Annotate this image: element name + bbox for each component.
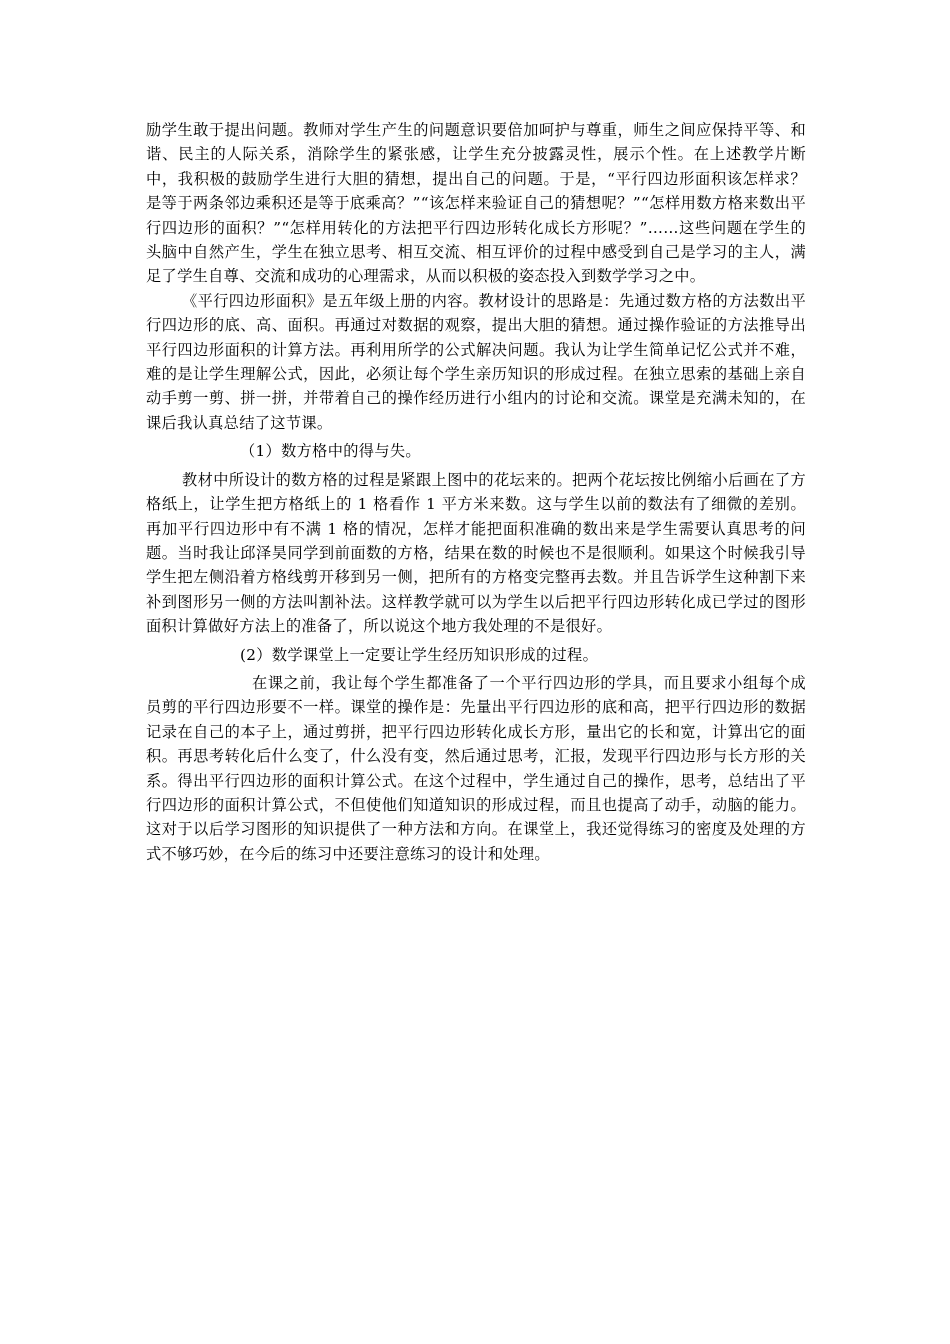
section-heading-2: (2）数学课堂上一定要让学生经历知识形成的过程。	[240, 645, 599, 664]
document-page	[146, 118, 806, 866]
paragraph-knowledge-process: 在课之前，我让每个学生都准备了一个平行四边形的学具，而且要求小组每个成员剪的平行四边形要不一样。课堂的操作是：先量出平行四边形的底和高，把平行四边形的数据记录在自己的本子上，通过剪拼，把平行四边形转化成长方形，量出它的长和宽，计算出它的面积。再思考转化后什么变了，什么没有变，然后通过思考，汇报，发现平行四边形与长方形的关系。得出平行四边形的面积计算公式。在这个过程中，学生通过自己的操作，思考，总结出了平行四边形的面积计算公式，不但使他们知道知识的形成过程，而且也提高了动手，动脑的能力。这对于以后学习图形的知识提供了一种方法和方向。在课堂上，我还觉得练习的密度及处理的方式不够巧妙，在今后的练习中还要注意练习的设计和处理。	[146, 673, 806, 863]
paragraph-counting-squares: 教材中所设计的数方格的过程是紧跟上图中的花坛来的。把两个花坛按比例缩小后画在了方格纸上，让学生把方格纸上的 1 格看作 1 平方米来数。这与学生以前的数法有了细微的差别。再加平行四边形中有不满 1 格的情况，怎样才能把面积准确的数出来是学生需要认真思考的问题。当时我让邱泽昊同学到前面数的方格，结果在数的时候也不是很顺利。如果这个时候我引导学生把左侧沿着方格线剪开移到另一侧，把所有的方格变完整再去数。并且告诉学生这种割下来补到图形另一侧的方法叫割补法。这样教学就可以为学生以后把平行四边形转化成已学过的图形面积计算做好方法上的准备了，所以说这个地方我处理的不是很好。	[146, 470, 806, 636]
paragraph-course-overview: 《平行四边形面积》是五年级上册的内容。教材设计的思路是：先通过数方格的方法数出平行四边形的底、高、面积。再通过对数据的观察，提出大胆的猜想。通过操作验证的方法推导出平行四边形面积的计算方法。再利用所学的公式解决问题。我认为让学生简单记忆公式并不难，难的是让学生理解公式，因此，必须让每个学生亲历知识的形成过程。在独立思索的基础上亲自动手剪一剪、拼一拼，并带着自己的操作经历进行小组内的讨论和交流。课堂是充满未知的，在课后我认真总结了这节课。	[146, 291, 806, 432]
paragraph-continuation: 励学生敢于提出问题。教师对学生产生的问题意识要倍加呵护与尊重，师生之间应保持平等、和谐、民主的人际关系，消除学生的紧张感，让学生充分披露灵性，展示个性。在上述教学片断中，我积极的鼓励学生进行大胆的猜想，提出自己的问题。于是，“平行四边形面积该怎样求？是等于两条邻边乘积还是等于底乘高？”“该怎样来验证自己的猜想呢？”“怎样用数方格来数出平行四边形的面积？”“怎样用转化的方法把平行四边形转化成长方形呢？”……这些问题在学生的头脑中自然产生，学生在独立思考、相互交流、相互评价的过程中感受到自己是学习的主人，满足了学生自尊、交流和成功的心理需求，从而以积极的姿态投入到数学学习之中。	[146, 121, 806, 286]
section-heading-1: （1）数方格中的得与失。	[240, 442, 421, 461]
